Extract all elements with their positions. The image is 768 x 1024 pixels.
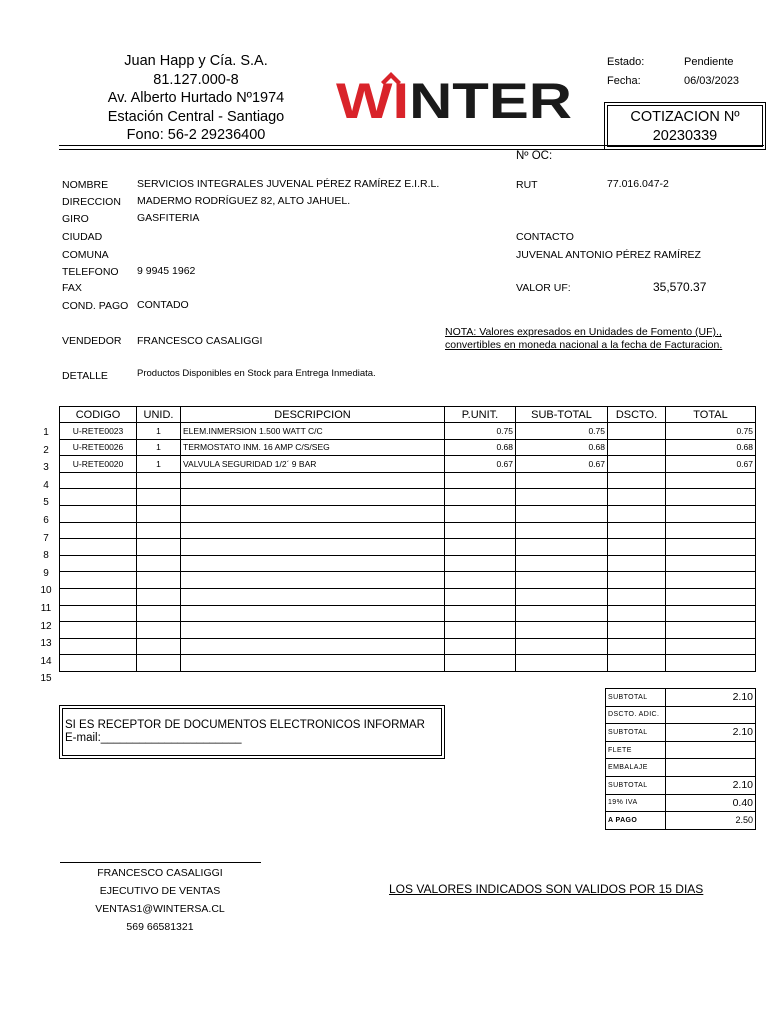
cell-descripcion <box>181 472 445 489</box>
totals-row <box>606 794 756 812</box>
cell-unid <box>137 522 181 539</box>
row-number: 9 <box>43 567 49 579</box>
cell-unid <box>137 655 181 672</box>
row-number: 3 <box>43 462 49 474</box>
cond-pago-label: COND. PAGO <box>62 300 129 312</box>
cell-total <box>666 622 756 639</box>
cell-codigo <box>60 489 137 506</box>
cond-pago-value: CONTADO <box>137 299 189 311</box>
cell-punit <box>445 622 516 639</box>
cell-subtotal <box>516 655 608 672</box>
cell-dscto <box>608 588 666 605</box>
row-number: 7 <box>43 532 49 544</box>
table-row <box>60 655 756 672</box>
validity-note: LOS VALORES INDICADOS SON VALIDOS POR 15 DIAS <box>389 882 704 896</box>
cell-subtotal: 0.68 <box>516 439 608 456</box>
table-row <box>60 605 756 622</box>
cell-unid <box>137 588 181 605</box>
company-city: Estación Central - Santiago <box>107 108 285 125</box>
totals-label: A PAGO <box>606 812 666 830</box>
quote-number-box <box>604 102 766 150</box>
table-row <box>60 522 756 539</box>
cell-punit <box>445 505 516 522</box>
cell-codigo <box>60 605 137 622</box>
cell-total <box>666 555 756 572</box>
totals-table <box>605 688 756 830</box>
cell-unid <box>137 622 181 639</box>
estado-value: Pendiente <box>684 56 734 68</box>
cell-subtotal <box>516 638 608 655</box>
cell-total: 0.75 <box>666 423 756 440</box>
cell-punit <box>445 539 516 556</box>
signature-role: EJECUTIVO DE VENTAS <box>99 885 221 897</box>
cell-dscto <box>608 505 666 522</box>
cell-codigo <box>60 472 137 489</box>
cell-punit <box>445 489 516 506</box>
nombre-label: NOMBRE <box>62 179 109 191</box>
cell-total <box>666 539 756 556</box>
table-row <box>60 423 756 440</box>
cell-unid: 1 <box>137 456 181 473</box>
cell-subtotal <box>516 505 608 522</box>
cell-unid <box>137 539 181 556</box>
table-row <box>60 588 756 605</box>
telefono-value: 9 9945 1962 <box>137 265 196 277</box>
row-number: 11 <box>40 603 52 614</box>
detalle-label: DETALLE <box>62 370 108 382</box>
cell-punit <box>445 472 516 489</box>
cell-codigo: U-RETE0020 <box>60 456 137 473</box>
cell-punit <box>445 555 516 572</box>
cell-dscto <box>608 555 666 572</box>
nota-line-1: NOTA: Valores expresados en Unidades de Fomento (UF)., <box>445 326 722 338</box>
totals-value: 2.10 <box>666 689 756 707</box>
col-header-dscto: DSCTO. <box>608 407 666 423</box>
table-header-row <box>60 407 756 423</box>
table-row <box>60 622 756 639</box>
cell-dscto <box>608 489 666 506</box>
table-row <box>60 472 756 489</box>
totals-row <box>606 812 756 830</box>
rut-label: RUT <box>516 179 538 191</box>
cell-punit <box>445 588 516 605</box>
totals-row <box>606 706 756 724</box>
rut-value: 77.016.047-2 <box>607 178 669 190</box>
cell-subtotal <box>516 588 608 605</box>
signature-line <box>60 862 261 863</box>
cell-codigo <box>60 638 137 655</box>
row-number: 4 <box>43 479 49 491</box>
cell-dscto <box>608 572 666 589</box>
cell-unid <box>137 638 181 655</box>
cell-punit <box>445 605 516 622</box>
totals-label: FLETE <box>606 741 666 759</box>
row-number: 15 <box>40 673 52 685</box>
items-table <box>59 406 756 672</box>
row-number: 10 <box>40 585 52 597</box>
cell-punit: 0.68 <box>445 439 516 456</box>
valor-uf-value: 35,570.37 <box>653 280 707 294</box>
fax-label: FAX <box>62 282 82 294</box>
cell-dscto <box>608 638 666 655</box>
cell-dscto <box>608 456 666 473</box>
cell-codigo <box>60 539 137 556</box>
col-header-punit: P.UNIT. <box>445 407 516 423</box>
totals-row <box>606 689 756 707</box>
cell-punit <box>445 572 516 589</box>
totals-row <box>606 724 756 742</box>
totals-row <box>606 741 756 759</box>
cell-total <box>666 605 756 622</box>
cell-descripcion <box>181 555 445 572</box>
row-number: 1 <box>43 427 49 438</box>
row-number: 14 <box>40 655 52 667</box>
totals-value: 2.10 <box>666 724 756 742</box>
email-blank: E-mail:______________________ <box>65 732 242 744</box>
totals-value: 2.50 <box>666 812 756 830</box>
signature-phone: 569 66581321 <box>126 921 194 933</box>
signature-block <box>60 864 260 936</box>
cell-codigo <box>60 522 137 539</box>
company-rut: 81.127.000-8 <box>153 71 239 88</box>
cell-unid <box>137 505 181 522</box>
totals-value <box>666 706 756 724</box>
comuna-label: COMUNA <box>62 249 109 261</box>
cell-total <box>666 638 756 655</box>
logo-wordmark: W IN T E R <box>336 73 565 126</box>
cell-total: 0.67 <box>666 456 756 473</box>
email-notice-text: SI ES RECEPTOR DE DOCUMENTOS ELECTRONICOS INFORMAR <box>65 719 425 731</box>
direccion-label: DIRECCION <box>62 196 121 208</box>
cell-subtotal: 0.67 <box>516 456 608 473</box>
ciudad-label: CIUDAD <box>62 231 103 243</box>
table-row <box>60 539 756 556</box>
row-number: 2 <box>43 444 49 456</box>
company-phone: Fono: 56-2 29236400 <box>126 127 266 143</box>
cell-descripcion <box>181 588 445 605</box>
cell-total <box>666 655 756 672</box>
col-header-unid: UNID. <box>137 407 181 423</box>
cell-descripcion <box>181 655 445 672</box>
vendedor-label: VENDEDOR <box>62 335 122 347</box>
oc-label: Nº OC: <box>516 150 553 162</box>
totals-label: SUBTOTAL <box>606 689 666 707</box>
fecha-label: Fecha: <box>607 75 641 87</box>
row-number: 12 <box>40 620 52 632</box>
vendedor-value: FRANCESCO CASALIGGI <box>137 335 263 347</box>
direccion-value: MADERMO RODRÍGUEZ 82, ALTO JAHUEL. <box>137 195 351 207</box>
totals-row <box>606 776 756 794</box>
cell-unid <box>137 572 181 589</box>
cell-codigo <box>60 505 137 522</box>
cell-punit <box>445 638 516 655</box>
cell-descripcion <box>181 622 445 639</box>
cell-subtotal <box>516 489 608 506</box>
company-address: Av. Alberto Hurtado Nº1974 <box>107 90 285 106</box>
fecha-value: 06/03/2023 <box>684 75 740 87</box>
col-header-subtotal: SUB-TOTAL <box>516 407 608 423</box>
row-number: 8 <box>43 550 49 562</box>
cell-subtotal <box>516 605 608 622</box>
detalle-value: Productos Disponibles en Stock para Entrega Inmediata. <box>137 368 376 379</box>
totals-row <box>606 759 756 777</box>
cell-punit: 0.75 <box>445 423 516 440</box>
cell-punit <box>445 522 516 539</box>
cell-codigo <box>60 588 137 605</box>
cell-total <box>666 472 756 489</box>
cell-dscto <box>608 472 666 489</box>
telefono-label: TELEFONO <box>62 266 119 278</box>
table-row <box>60 439 756 456</box>
cell-codigo: U-RETE0026 <box>60 439 137 456</box>
totals-value <box>666 759 756 777</box>
row-number: 6 <box>43 515 49 526</box>
cell-unid: 1 <box>137 439 181 456</box>
cell-dscto <box>608 423 666 440</box>
cell-subtotal <box>516 539 608 556</box>
totals-label: EMBALAJE <box>606 759 666 777</box>
cell-descripcion <box>181 505 445 522</box>
header-divider-2 <box>59 149 764 150</box>
quote-number: 20230339 <box>652 128 718 144</box>
table-row <box>60 505 756 522</box>
cell-unid <box>137 605 181 622</box>
estado-label: Estado: <box>607 56 645 68</box>
cell-unid <box>137 472 181 489</box>
valor-uf-label: VALOR UF: <box>516 282 571 294</box>
cell-total <box>666 522 756 539</box>
cell-subtotal <box>516 572 608 589</box>
table-row <box>60 489 756 506</box>
cell-codigo <box>60 555 137 572</box>
totals-label: SUBTOTAL <box>606 724 666 742</box>
quote-title: COTIZACION Nº <box>630 109 740 125</box>
nota-line-2: convertibles en moneda nacional a la fecha de Facturacion. <box>445 339 723 351</box>
cell-descripcion <box>181 638 445 655</box>
cell-subtotal <box>516 622 608 639</box>
cell-total: 0.68 <box>666 439 756 456</box>
cell-descripcion: ELEM.INMERSION 1.500 WATT C/C <box>181 423 445 440</box>
totals-label: SUBTOTAL <box>606 776 666 794</box>
cell-unid: 1 <box>137 423 181 440</box>
totals-value: 2.10 <box>666 776 756 794</box>
totals-value <box>666 741 756 759</box>
cell-descripcion: VALVULA SEGURIDAD 1/2´ 9 BAR <box>181 456 445 473</box>
cell-dscto <box>608 539 666 556</box>
row-number: 5 <box>43 497 49 509</box>
cell-dscto <box>608 622 666 639</box>
email-notice-box <box>59 705 445 759</box>
cell-dscto <box>608 655 666 672</box>
cell-dscto <box>608 605 666 622</box>
col-header-total: TOTAL <box>666 407 756 423</box>
cell-subtotal: 0.75 <box>516 423 608 440</box>
cell-subtotal <box>516 555 608 572</box>
cell-total <box>666 489 756 506</box>
cell-codigo <box>60 655 137 672</box>
cell-descripcion <box>181 539 445 556</box>
company-info <box>80 52 312 145</box>
table-row <box>60 572 756 589</box>
col-header-descripcion: DESCRIPCION <box>181 407 445 423</box>
cell-descripcion: TERMOSTATO INM. 16 AMP C/S/SEG <box>181 439 445 456</box>
cell-subtotal <box>516 472 608 489</box>
cell-dscto <box>608 439 666 456</box>
col-header-codigo: CODIGO <box>60 407 137 423</box>
cell-codigo <box>60 622 137 639</box>
table-row <box>60 456 756 473</box>
cell-codigo <box>60 572 137 589</box>
cell-descripcion <box>181 605 445 622</box>
totals-label: 19% IVA <box>606 794 666 812</box>
company-name: Juan Happ y Cía. S.A. <box>124 53 268 69</box>
cell-descripcion <box>181 522 445 539</box>
totals-value: 0.40 <box>666 794 756 812</box>
cell-descripcion <box>181 572 445 589</box>
winter-logo <box>334 70 574 126</box>
giro-value: GASFITERIA <box>137 212 200 224</box>
cell-total <box>666 572 756 589</box>
cell-total <box>666 588 756 605</box>
cell-total <box>666 505 756 522</box>
cell-descripcion <box>181 489 445 506</box>
cell-dscto <box>608 522 666 539</box>
cell-codigo: U-RETE0023 <box>60 423 137 440</box>
cell-unid <box>137 555 181 572</box>
table-row <box>60 555 756 572</box>
giro-label: GIRO <box>62 213 89 225</box>
cell-unid <box>137 489 181 506</box>
cell-punit: 0.67 <box>445 456 516 473</box>
table-row <box>60 638 756 655</box>
nombre-value: SERVICIOS INTEGRALES JUVENAL PÉREZ RAMÍREZ E.I.R.L. <box>137 178 440 190</box>
cell-subtotal <box>516 522 608 539</box>
cell-punit <box>445 655 516 672</box>
signature-name: FRANCESCO CASALIGGI <box>97 867 223 879</box>
header-divider <box>59 145 764 146</box>
totals-label: DSCTO. ADIC. <box>606 706 666 724</box>
contacto-value: JUVENAL ANTONIO PÉREZ RAMÍREZ <box>516 249 701 261</box>
contacto-label: CONTACTO <box>516 231 574 243</box>
signature-email: VENTAS1@WINTERSA.CL <box>95 903 225 915</box>
row-number: 13 <box>40 638 52 650</box>
